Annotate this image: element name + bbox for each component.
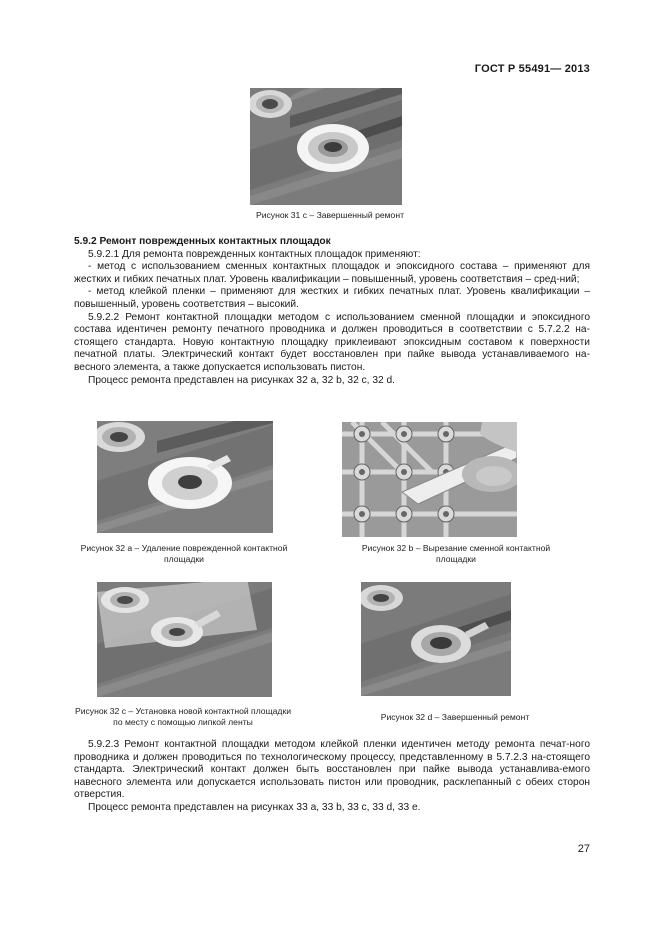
figure-32a-caption (58, 543, 310, 565)
section-heading: 5.9.2 Ремонт поврежденных контактных площадок (74, 236, 331, 247)
caption-line: Рисунок 32 с – Установка новой контактной площадки (74, 706, 292, 716)
paragraph: - метод с использованием сменных контактных площадок и эпоксидного состава – применяют для жестких и гибких печатных плат. Уровень квалификации – повышенный, уровень соответствия – сред-ний; (74, 261, 590, 285)
page-number: 27 (577, 843, 590, 855)
caption-line: по месту с помощью липкой ленты (113, 717, 253, 727)
section-592-text (74, 236, 590, 387)
standard-header: ГОСТ Р 55491— 2013 (474, 63, 590, 75)
paragraph: Процесс ремонта представлен на рисунках 33 a, 33 b, 33 c, 33 d, 33 e. (88, 801, 421, 813)
figure-32b-caption (330, 543, 582, 565)
figure-32a-image (97, 421, 273, 533)
figure-32c-caption (50, 706, 316, 728)
paragraph: 5.9.2.1 Для ремонта поврежденных контактных площадок применяют: (88, 248, 421, 260)
figure-32d-caption: Рисунок 32 d – Завершенный ремонт (380, 712, 530, 722)
caption-line: площадки (436, 554, 476, 564)
caption-line: Рисунок 32 b – Вырезание сменной контактной (361, 543, 551, 553)
caption-line: Рисунок 32 a – Удаление поврежденной контактной (80, 543, 288, 553)
paragraph: 5.9.2.3 Ремонт контактной площадки методом клейкой пленки идентичен методу ремонта печат-ного проводника и должен проводиться по технологическому процессу, представленному в 5.7.2.3 на-стоящего стандарта. Электрический контакт должен быть восстановлен при пайке вывода устанавлива-емого навесного элемента или допускается использовать пистон или проводник, расклепанный с обеих сторон отверстия. (74, 739, 590, 801)
paragraph: - метод клейкой пленки – применяют для жестких и гибких печатных плат. Уровень квалификации – повышенный, уровень соответствия – высокий. (74, 286, 590, 310)
paragraph: Процесс ремонта представлен на рисунках 32 a, 32 b, 32 c, 32 d. (88, 374, 395, 386)
figure-32d-image (361, 582, 511, 696)
paragraph: 5.9.2.2 Ремонт контактной площадки методом с использованием сменной площадки и эпоксидного состава идентичен ремонту печатного проводника и должен проводиться в соответствии с 5.7.2.2 на-стоящего стандарта. Новую контактную площадку приклеивают эпоксидным составом к поверхности печатной платы. Электрический контакт будет восстановлен при пайке вывода устанавливаемого на-весного элемента, а также допускается использовать пистон. (74, 311, 590, 373)
caption-line: площадки (164, 554, 204, 564)
figure-31c-image (250, 88, 402, 205)
figure-32c-image (97, 582, 272, 697)
figure-32b-image (342, 422, 517, 537)
figure-31c-caption: Рисунок 31 с – Завершенный ремонт (255, 210, 405, 220)
section-5923-text (74, 739, 590, 815)
